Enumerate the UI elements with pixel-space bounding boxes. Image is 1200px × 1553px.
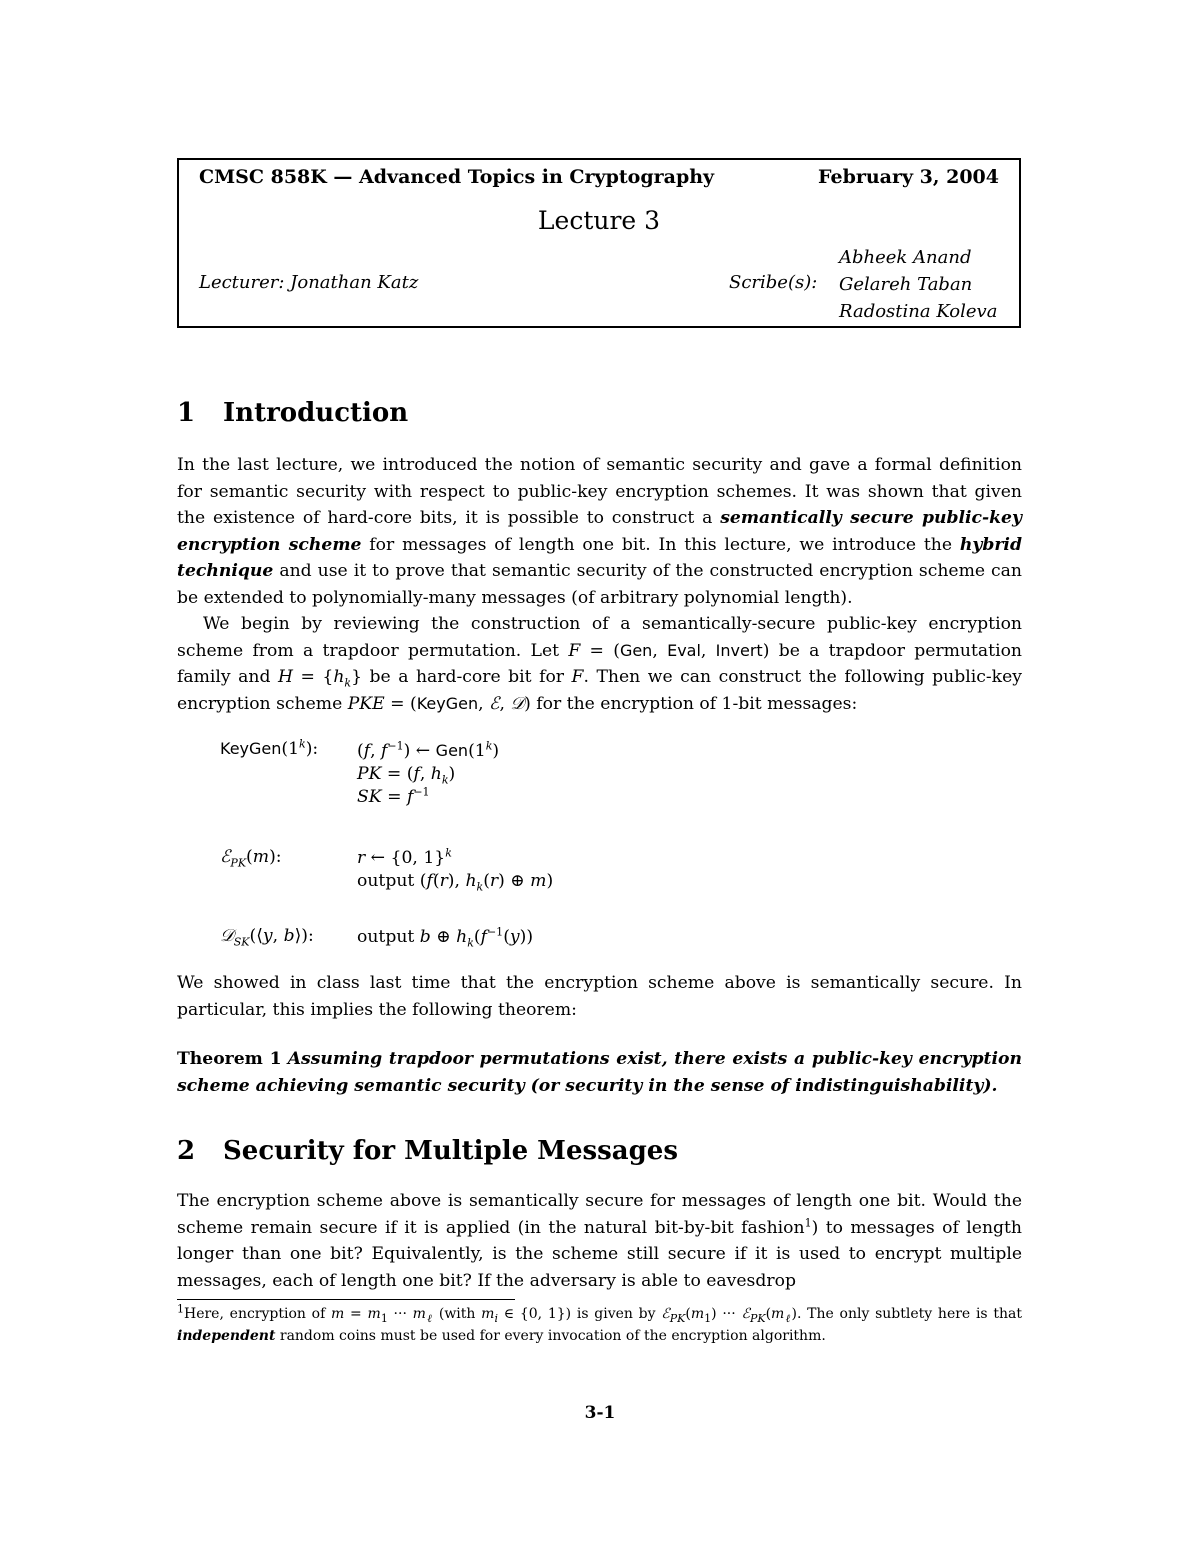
section-title: Introduction: [223, 398, 409, 428]
scribe-name: Radostina Koleva: [839, 301, 998, 322]
theorem-statement: Assuming trapdoor permutations exist, there exists a public-key encryption scheme achieving semantic security (or security in the sense of indistinguishability).: [177, 1049, 1022, 1096]
lecture-date: February 3, 2004: [818, 166, 999, 188]
intro-paragraphs: [177, 452, 1022, 717]
lecture-title: Lecture 3: [537, 206, 661, 235]
paragraph: We showed in class last time that the encryption scheme above is semantically secure. In particular, this implies the following theorem:: [177, 973, 1022, 1020]
section-title: Security for Multiple Messages: [223, 1136, 678, 1166]
scribe-name: Abheek Anand: [839, 247, 972, 268]
section2-paragraph: The encryption scheme above is semantically secure for messages of length one bit. Would the scheme remain secure if it is applied (in the natural bit-by-bit fashion$^1$) to messages of length longer than one bit? Equivalently, is the scheme still secure if it is used to encrypt multiple messages, each of length one bit? If the adversary is able to eavesdrop: [177, 1191, 1022, 1291]
paragraph: We begin by reviewing the construction of a semantically-secure public-key encryption scheme from a trapdoor permutation. Let F = (Gen, Eval, Invert) be a trapdoor permutation family and $H = \{h_k\}$ be a hard-core bit for F. Then we can construct the following public-key encryption scheme PKE = (KeyGen, ℰ, 𝒟) for the encryption of 1-bit messages:: [177, 614, 1022, 714]
lecture-header-box: [177, 158, 1021, 328]
section-heading: [177, 398, 408, 428]
lecturer: Lecturer: Jonathan Katz: [199, 272, 419, 293]
theorem-label: Theorem 1: [177, 1049, 282, 1069]
footnote: $^1$Here, encryption of $m = m_1$ ··· $m_\ell$ (with $m_i$ ∈ {0, 1}) is given by $ℰ_{PK}(m_1)$ ··· $ℰ_{PK}(m_\ell)$. The only subtlety here is that independent random coins must be used for every invocation of the encryption algorithm.: [177, 1302, 1022, 1344]
scribe-label: Scribe(s):: [729, 272, 818, 293]
course-title: CMSC 858K — Advanced Topics in Cryptography: [199, 166, 715, 188]
section-number: 1: [177, 398, 196, 428]
scribe-list: [839, 244, 997, 325]
theorem-1: [177, 1046, 1022, 1099]
section-number: 2: [177, 1136, 196, 1166]
page-number: 3-1: [584, 1403, 616, 1423]
paragraph: In the last lecture, we introduced the notion of semantic security and gave a formal definition for semantic security with respect to public-key encryption schemes. It was shown that given the existence of hard-core bits, it is possible to construct a semantically secure public-key encryption scheme for messages of length one bit. In this lecture, we introduce the hybrid technique and use it to prove that semantic security of the constructed encryption scheme can be extended to polynomially-many messages (of arbitrary polynomial length).: [177, 455, 1022, 608]
section-heading: [177, 1136, 678, 1166]
scribe-name: Gelareh Taban: [839, 274, 973, 295]
paper-page: CMSC 858K — Advanced Topics in Cryptography February 3, 2004 Lecture 3 Lecturer: Jonathan Katz Scribe(s): Abheek Anand Gelareh Taban Radostina Koleva 1 Introduction In the last lecture, we introduced the notion of semantic security and gave a formal definition for semantic security with respect to public-key encryption schemes. It was shown that given the existence of hard-core bits, it is possible to construct a semantically secure public-key encryption scheme for messages of length one bit. In this lecture, we introduce the hybrid technique and use it to prove that semantic security of the constructed encryption scheme can be extended to polynomially-many messages (of arbitrary polynomial length). We begin by reviewing the construction of a semantically-secure public-key encryption scheme from a trapdoor permutation. Let F = (Gen, Eval, Invert) be a trapdoor permutation family and $H = \{h_k\}$ be a hard-core bit for F. Then we can construct the following public-key encryption scheme PKE = (KeyGen, ℰ, 𝒟) for the encryption of 1-bit messages: KeyGen(1$^k$): (f, $f^{-1}$) ← Gen(1$^k$) PK = (f, $h_k$) SK = $f^{-1}$ ℰ$_{PK}$(m): r ← {0, 1}$^k$ output (f(r), $h_k(r)$ ⊕ m) 𝒟$_{SK}$(⟨y, b⟩): output b ⊕ $h_k(f^{-1}(y))$ We showed in class last time that the encryption scheme above is semantically secure. In particular, this implies the following theorem: Theorem 1 Assuming trapdoor permutations exist, there exists a public-key encryption scheme achieving semantic security (or security in the sense of indistinguishability). 2 Security for Multiple Messages The encryption scheme above is semantically secure for messages of length one bit. Would the scheme remain secure if it is applied (in the natural bit-by-bit fashion$^1$) to messages of length longer than one bit? Equivalently, is the scheme still secure if it is used to encrypt multiple messages, each of length one bit? If the adversary is able to eavesdrop $^1$Here, encryption of $m = m_1$ ··· $m_\ell$ (with $m_i$ ∈ {0, 1}) is given by $ℰ_{PK}(m_1)$ ··· $ℰ_{PK}(m_\ell)$. The only subtlety here is that independent random coins must be used for every invocation of the encryption algorithm. 3-1: [0, 0, 1200, 1553]
footnote-rule: [177, 1299, 515, 1300]
